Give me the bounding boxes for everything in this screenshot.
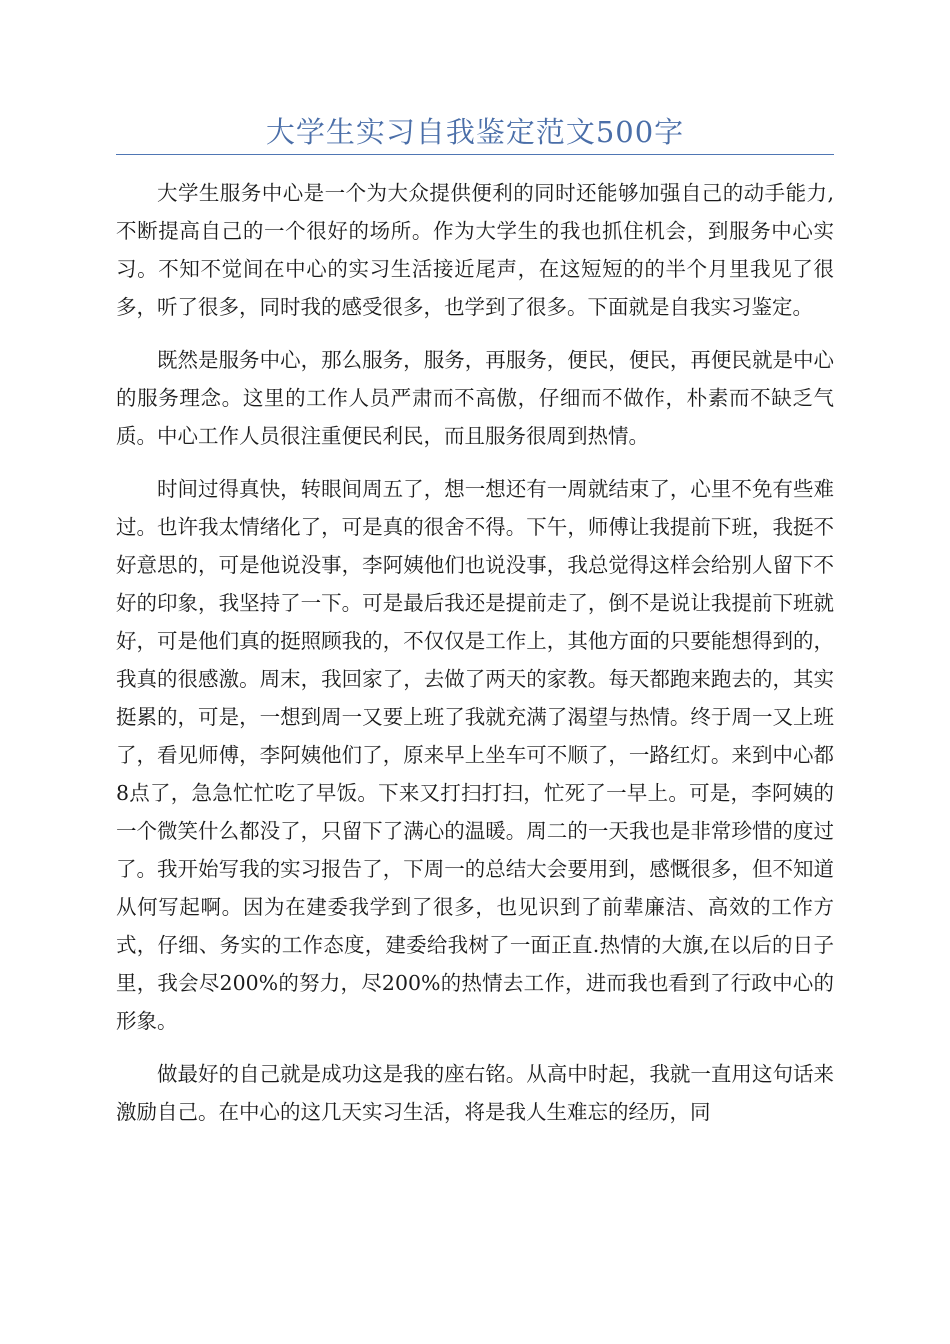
document-title: 大学生实习自我鉴定范文500字 xyxy=(265,115,685,149)
title-underline xyxy=(116,154,834,155)
document-body xyxy=(116,174,834,1146)
paragraph-2: 既然是服务中心，那么服务，服务，再服务，便民，便民，再便民就是中心的服务理念。这里的工作人员严肃而不高傲，仔细而不做作，朴素而不缺乏气质。中心工作人员很注重便民利民，而且服务很周到热情。 xyxy=(116,348,834,448)
paragraph-1: 大学生服务中心是一个为大众提供便利的同时还能够加强自己的动手能力,不断提高自己的一个很好的场所。作为大学生的我也抓住机会，到服务中心实习。不知不觉间在中心的实习生活接近尾声，在这短短的的半个月里我见了很多，听了很多，同时我的感受很多，也学到了很多。下面就是自我实习鉴定。 xyxy=(116,181,834,319)
paragraph-3: 时间过得真快，转眼间周五了，想一想还有一周就结束了，心里不免有些难过。也许我太情绪化了，可是真的很舍不得。下午，师傅让我提前下班，我挺不好意思的，可是他说没事，李阿姨他们也说没事，我总觉得这样会给别人留下不好的印象，我坚持了一下。可是最后我还是提前走了，倒不是说让我提前下班就好，可是他们真的挺照顾我的，不仅仅是工作上，其他方面的只要能想得到的，我真的很感激。周末，我回家了，去做了两天的家教。每天都跑来跑去的，其实挺累的，可是，一想到周一又要上班了我就充满了渴望与热情。终于周一又上班了，看见师傅，李阿姨他们了，原来早上坐车可不顺了，一路红灯。来到中心都8点了，急急忙忙吃了早饭。下来又打扫打扫，忙死了一早上。可是，李阿姨的一个微笑什么都没了，只留下了满心的温暖。周二的一天我也是非常珍惜的度过了。我开始写我的实习报告了，下周一的总结大会要用到，感慨很多，但不知道从何写起啊。因为在建委我学到了很多，也见识到了前辈廉洁、高效的工作方式，仔细、务实的工作态度，建委给我树了一面正直.热情的大旗,在以后的日子里，我会尽200%的努力，尽200%的热情去工作，进而我也看到了行政中心的形象。 xyxy=(116,477,834,1033)
paragraph-4: 做最好的自己就是成功这是我的座右铭。从高中时起，我就一直用这句话来激励自己。在中心的这几天实习生活，将是我人生难忘的经历，同 xyxy=(116,1062,834,1124)
